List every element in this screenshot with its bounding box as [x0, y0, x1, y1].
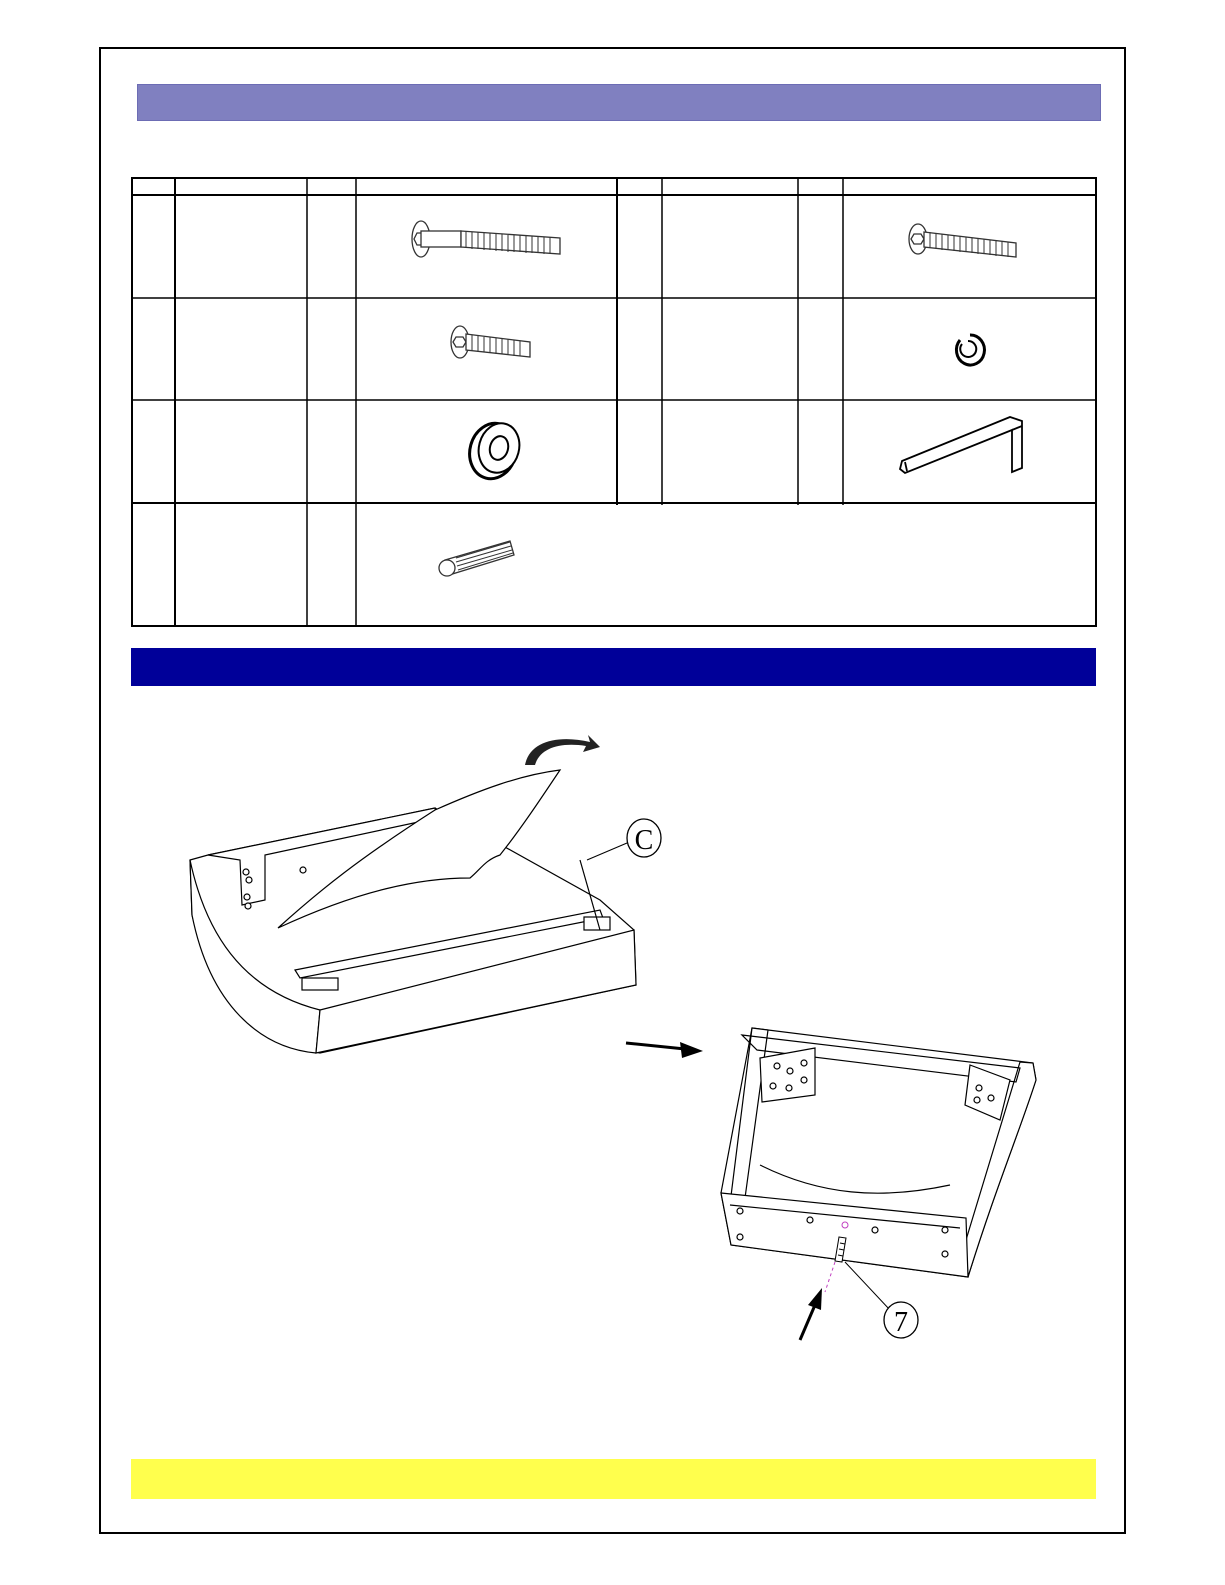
label-c: C — [634, 825, 654, 856]
leader-line-7 — [845, 1262, 890, 1310]
label-7: 7 — [894, 1307, 908, 1338]
seat-frame-drawing — [190, 770, 636, 1053]
frame-open-drawing — [721, 1028, 1036, 1277]
peel-arrow-icon — [525, 735, 600, 765]
footer-band — [131, 1459, 1096, 1499]
leader-line-c — [587, 843, 627, 860]
insert-arrow-icon — [800, 1288, 822, 1340]
direction-arrow-icon — [626, 1042, 703, 1058]
